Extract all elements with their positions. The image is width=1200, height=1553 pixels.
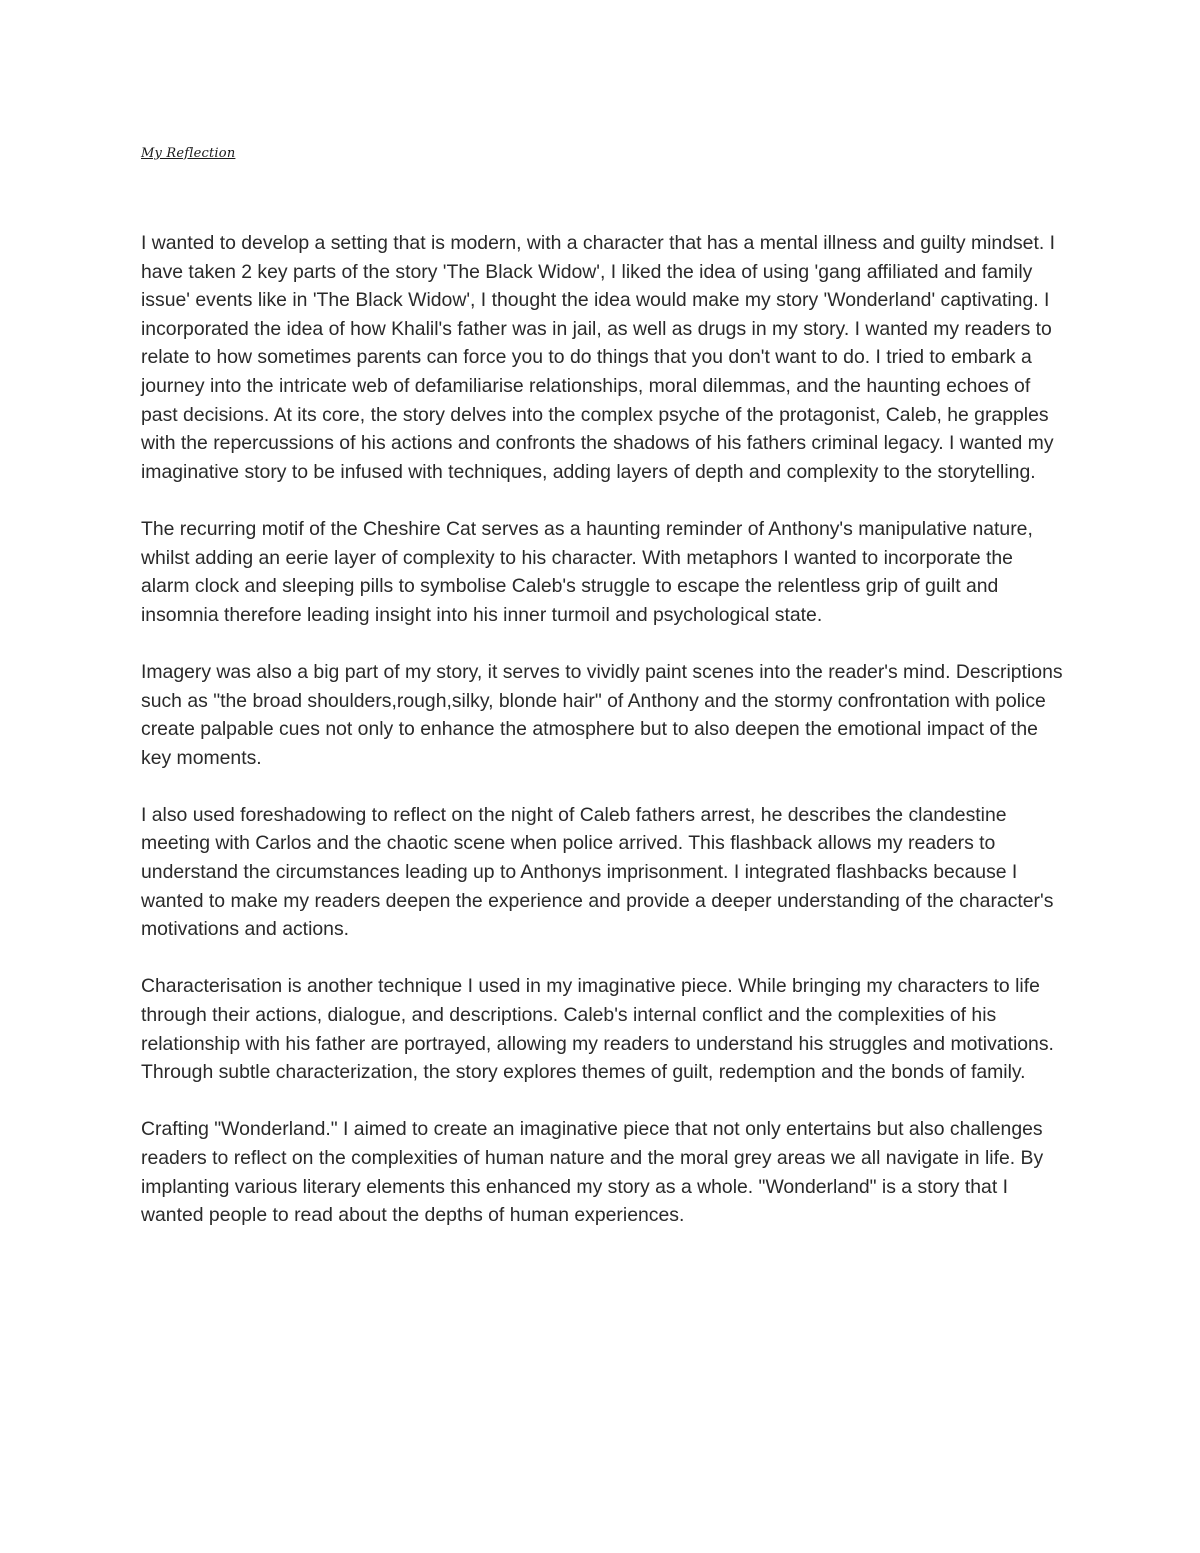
document-body xyxy=(141,229,1066,1230)
paragraph-foreshadowing: I also used foreshadowing to reflect on the night of Caleb fathers arrest, he describes the clandestine meeting with Carlos and the chaotic scene when police arrived. This flashback allows my readers to understand the circumstances leading up to Anthonys imprisonment. I integrated flashbacks because I wanted to make my readers deepen the experience and provide a deeper understanding of the character's motivations and actions. xyxy=(141,803,1054,941)
paragraph-conclusion: Crafting "Wonderland." I aimed to create an imaginative piece that not only entertains but also challenges readers to reflect on the complexities of human nature and the moral grey areas we all navigate in life. By implanting various literary elements this enhanced my story as a whole. "Wonderland" is a story that I wanted people to read about the depths of human experiences. xyxy=(141,1118,1044,1227)
paragraph-motif: The recurring motif of the Cheshire Cat serves as a haunting reminder of Anthony's manipulative nature, whilst adding an eerie layer of complexity to his character. With metaphors I wanted to incorporate the alarm clock and sleeping pills to symbolise Caleb's struggle to escape the relentless grip of guilt and insomnia therefore leading insight into his inner turmoil and psychological state. xyxy=(141,517,1033,626)
paragraph-imagery: Imagery was also a big part of my story, it serves to vividly paint scenes into the reader's mind. Descriptions such as "the broad shoulders,rough,silky, blonde hair" of Anthony and the stormy confrontation with police create palpable cues not only to enhance the atmosphere but to also deepen the emotional impact of the key moments. xyxy=(141,660,1063,769)
document-title: My Reflection xyxy=(141,146,236,161)
paragraph-setting: I wanted to develop a setting that is modern, with a character that has a mental illness and guilty mindset. I have taken 2 key parts of the story 'The Black Widow', I liked the idea of using 'gang affiliated and family issue' events like in 'The Black Widow', I thought the idea would make my story 'Wonderland' captivating. I incorporated the idea of how Khalil's father was in jail, as well as drugs in my story. I wanted my readers to relate to how sometimes parents can force you to do things that you don't want to do. I tried to embark a journey into the intricate web of defamiliarise relationships, moral dilemmas, and the haunting echoes of past decisions. At its core, the story delves into the complex psyche of the protagonist, Caleb, he grapples with the repercussions of his actions and confronts the shadows of his fathers criminal legacy. I wanted my imaginative story to be infused with techniques, adding layers of depth and complexity to the storytelling. xyxy=(141,232,1056,483)
paragraph-characterisation: Characterisation is another technique I used in my imaginative piece. While bringing my characters to life through their actions, dialogue, and descriptions. Caleb's internal conflict and the complexities of his relationship with his father are portrayed, allowing my readers to understand his struggles and motivations. Through subtle characterization, the story explores themes of guilt, redemption and the bonds of family. xyxy=(141,975,1054,1084)
